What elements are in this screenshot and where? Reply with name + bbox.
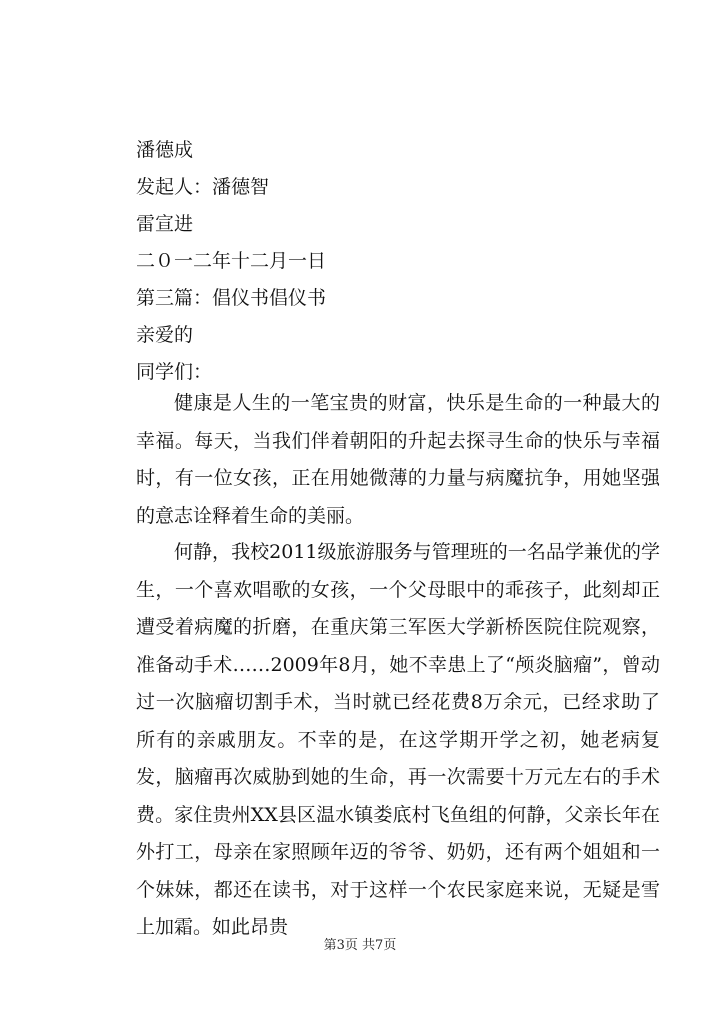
body-paragraph-health: 健康是人生的一笔宝贵的财富，快乐是生命的一种最大的幸福。每天，当我们伴着朝阳的升起去探寻生命的快乐与幸福时，有一位女孩，正在用她微薄的力量与病魔抗争，用她坚强的意志诠释着生命的美丽。	[136, 392, 660, 527]
date-line: 二０一二年十二月一日	[136, 250, 327, 272]
signature-name-lei-xuanjin: 雷宣进	[136, 213, 194, 235]
section-heading: 第三篇：倡仪书倡仪书	[136, 287, 327, 309]
initiator-line: 发起人：潘德智	[136, 176, 270, 198]
page-number-footer: 第3页 共7页	[323, 938, 397, 953]
salutation-line-1: 亲爱的	[136, 324, 194, 346]
body-paragraph-he-jing: 何静，我校2011级旅游服务与管理班的一名品学兼优的学生，一个喜欢唱歌的女孩，一个父母眼中的乖孩子，此刻却正遭受着病魔的折磨，在重庆第三军医大学新桥医院住院观察，准备动手术……2009年8月，她不幸患上了“颅炎脑瘤”，曾动过一次脑瘤切割手术，当时就已经花费8万余元，已经求助了所有的亲戚朋友。不幸的是，在这学期开学之初，她老病复发，脑瘤再次威胁到她的生命，再一次需要十万元左右的手术费。家住贵州XX县区温水镇娄底村飞鱼组的何静，父亲长年在外打工，母亲在家照顾年迈的爷爷、奶奶，还有两个姐姐和一个妹妹，都还在读书，对于这样一个农民家庭来说，无疑是雪上加霜。如此昂贵	[136, 541, 660, 938]
signature-name-pan-decheng: 潘德成	[136, 139, 194, 161]
salutation-line-2: 同学们：	[136, 361, 213, 383]
